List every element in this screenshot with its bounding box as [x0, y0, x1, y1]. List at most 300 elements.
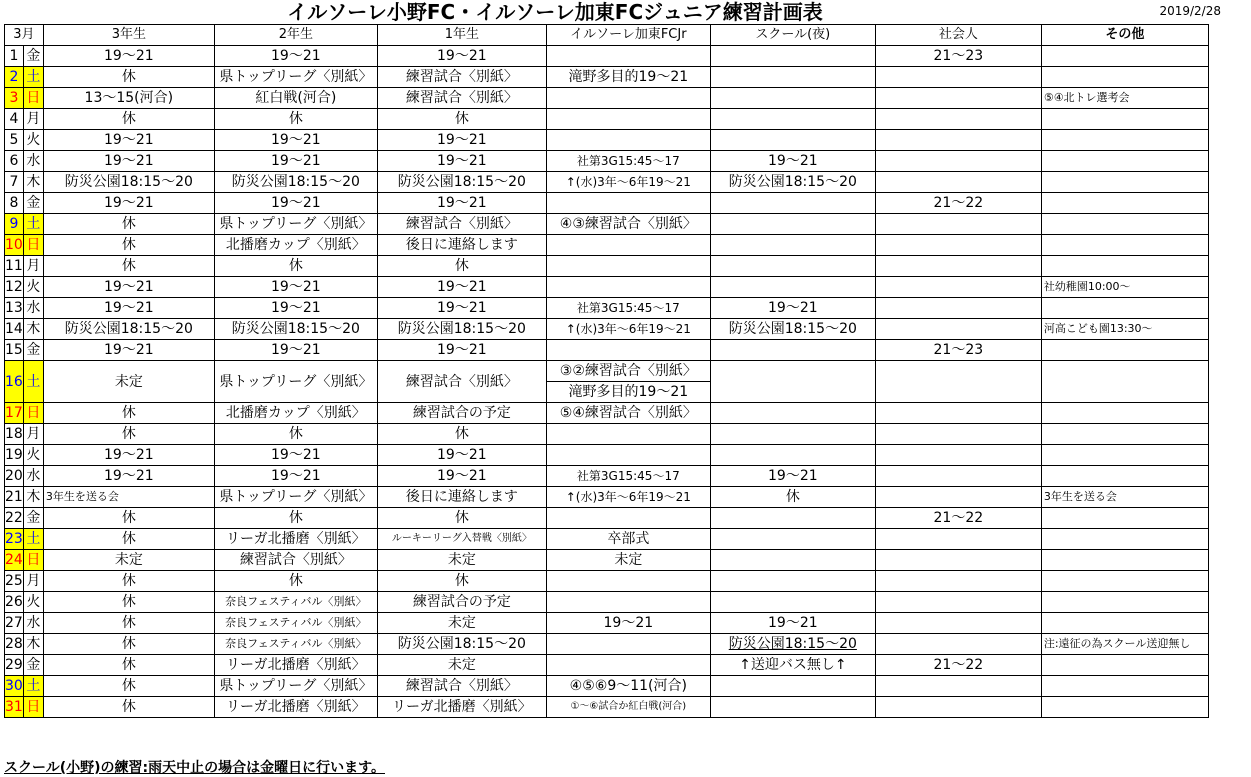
cell-school: [710, 697, 875, 718]
cell-kato: ④⑤⑥9～11(河合): [546, 676, 710, 697]
cell-adult: 21～22: [875, 655, 1041, 676]
cell-y1: 練習試合〈別紙〉: [377, 361, 546, 403]
header-kato: イルソーレ加東FCJr: [546, 25, 710, 46]
cell-y2: 休: [214, 256, 377, 277]
weekday: 木: [23, 634, 43, 655]
cell-y2: 19～21: [214, 193, 377, 214]
cell-other: [1041, 403, 1208, 424]
cell-adult: [875, 298, 1041, 319]
cell-y1: 休: [377, 256, 546, 277]
cell-other: [1041, 508, 1208, 529]
cell-y3: 防災公園18:15～20: [43, 319, 214, 340]
cell-kato: [546, 46, 710, 67]
cell-kato: [546, 655, 710, 676]
header-y1: 1年生: [377, 25, 546, 46]
cell-other: [1041, 109, 1208, 130]
day-number: 23: [5, 529, 24, 550]
table-row: [5, 109, 1209, 130]
day-number: 26: [5, 592, 24, 613]
table-row: [5, 508, 1209, 529]
weekday: 金: [23, 46, 43, 67]
cell-adult: [875, 172, 1041, 193]
cell-adult: [875, 487, 1041, 508]
header-y2: 2年生: [214, 25, 377, 46]
cell-school: [710, 88, 875, 109]
cell-kato: ↑(水)3年～6年19～21: [546, 319, 710, 340]
cell-y2: 奈良フェスティバル〈別紙〉: [214, 613, 377, 634]
cell-adult: [875, 403, 1041, 424]
weekday: 月: [23, 571, 43, 592]
day-number: 6: [5, 151, 24, 172]
cell-y3: 未定: [43, 361, 214, 403]
weekday: 火: [23, 445, 43, 466]
table-row: [5, 466, 1209, 487]
cell-school: [710, 403, 875, 424]
table-row: [5, 445, 1209, 466]
cell-kato: [546, 340, 710, 361]
cell-y2: 休: [214, 424, 377, 445]
day-number: 22: [5, 508, 24, 529]
header-school: スクール(夜): [710, 25, 875, 46]
cell-y1: 19～21: [377, 151, 546, 172]
cell-other: [1041, 529, 1208, 550]
cell-school: 休: [710, 487, 875, 508]
table-row: [5, 550, 1209, 571]
cell-y1: リーガ北播磨〈別紙〉: [377, 697, 546, 718]
cell-other: [1041, 361, 1208, 403]
header-month: 3月: [5, 25, 44, 46]
cell-y2: 奈良フェスティバル〈別紙〉: [214, 592, 377, 613]
table-row: [5, 697, 1209, 718]
cell-adult: [875, 67, 1041, 88]
weekday: 日: [23, 235, 43, 256]
cell-y3: 19～21: [43, 466, 214, 487]
weekday: 日: [23, 697, 43, 718]
day-number: 1: [5, 46, 24, 67]
cell-kato: 社第3G15:45～17: [546, 151, 710, 172]
day-number: 14: [5, 319, 24, 340]
cell-y1: 練習試合の予定: [377, 592, 546, 613]
table-row: [5, 46, 1209, 67]
table-row: [5, 676, 1209, 697]
day-number: 15: [5, 340, 24, 361]
weekday: 日: [23, 88, 43, 109]
cell-y1: 練習試合〈別紙〉: [377, 67, 546, 88]
cell-kato: [546, 445, 710, 466]
table-row: [5, 319, 1209, 340]
cell-adult: [875, 151, 1041, 172]
cell-other: [1041, 697, 1208, 718]
table-row: [5, 172, 1209, 193]
header-adult: 社会人: [875, 25, 1041, 46]
cell-school: 19～21: [710, 151, 875, 172]
weekday: 土: [23, 67, 43, 88]
cell-y1: 練習試合〈別紙〉: [377, 88, 546, 109]
table-row: [5, 634, 1209, 655]
table-row: [5, 151, 1209, 172]
weekday: 日: [23, 403, 43, 424]
weekday: 金: [23, 508, 43, 529]
cell-kato: [546, 592, 710, 613]
cell-other: [1041, 46, 1208, 67]
cell-kato: ↑(水)3年～6年19～21: [546, 487, 710, 508]
weekday: 水: [23, 466, 43, 487]
cell-kato: [546, 88, 710, 109]
cell-y1: 19～21: [377, 277, 546, 298]
table-row: [5, 193, 1209, 214]
cell-kato: [546, 235, 710, 256]
cell-school: [710, 235, 875, 256]
cell-adult: [875, 613, 1041, 634]
cell-y3: 休: [43, 235, 214, 256]
cell-y1: 防災公園18:15～20: [377, 319, 546, 340]
cell-y1: 19～21: [377, 298, 546, 319]
cell-y1: 練習試合〈別紙〉: [377, 676, 546, 697]
cell-school: [710, 46, 875, 67]
weekday: 火: [23, 277, 43, 298]
header-row: [5, 25, 1209, 46]
cell-y2: 練習試合〈別紙〉: [214, 550, 377, 571]
cell-other: [1041, 592, 1208, 613]
cell-school: 防災公園18:15～20: [710, 319, 875, 340]
cell-kato: [546, 193, 710, 214]
weekday: 水: [23, 151, 43, 172]
day-number: 25: [5, 571, 24, 592]
cell-y1: 19～21: [377, 466, 546, 487]
cell-y3: 休: [43, 676, 214, 697]
table-row: [5, 487, 1209, 508]
cell-school: 防災公園18:15～20: [710, 634, 875, 655]
cell-y2: 防災公園18:15～20: [214, 319, 377, 340]
day-number: 5: [5, 130, 24, 151]
cell-y1: 後日に連絡します: [377, 487, 546, 508]
cell-y3: 13～15(河合): [43, 88, 214, 109]
cell-y3: 休: [43, 634, 214, 655]
table-row: [5, 277, 1209, 298]
cell-y2: 県トップリーグ〈別紙〉: [214, 487, 377, 508]
table-row: [5, 235, 1209, 256]
cell-y2: 県トップリーグ〈別紙〉: [214, 67, 377, 88]
cell-y3: 防災公園18:15～20: [43, 172, 214, 193]
cell-y2: 北播磨カップ〈別紙〉: [214, 235, 377, 256]
table-row: [5, 340, 1209, 361]
cell-y1: 19～21: [377, 340, 546, 361]
cell-school: [710, 676, 875, 697]
cell-y3: 休: [43, 67, 214, 88]
cell-y2: 19～21: [214, 151, 377, 172]
day-number: 13: [5, 298, 24, 319]
weekday: 火: [23, 130, 43, 151]
table-row: [5, 655, 1209, 676]
day-number: 2: [5, 67, 24, 88]
cell-y2: 19～21: [214, 340, 377, 361]
weekday: 木: [23, 319, 43, 340]
cell-y3: 3年生を送る会: [43, 487, 214, 508]
table-row: [5, 214, 1209, 235]
weekday: 日: [23, 550, 43, 571]
cell-school: [710, 424, 875, 445]
schedule-table: [4, 24, 1209, 718]
cell-y1: 休: [377, 109, 546, 130]
day-number: 10: [5, 235, 24, 256]
cell-kato: ⑤④練習試合〈別紙〉: [546, 403, 710, 424]
day-number: 7: [5, 172, 24, 193]
cell-school: [710, 571, 875, 592]
cell-y2: 休: [214, 109, 377, 130]
cell-other: [1041, 550, 1208, 571]
cell-y3: 休: [43, 592, 214, 613]
cell-y3: 休: [43, 109, 214, 130]
cell-school: [710, 529, 875, 550]
cell-other: [1041, 424, 1208, 445]
weekday: 水: [23, 298, 43, 319]
weekday: 土: [23, 529, 43, 550]
cell-y3: 休: [43, 424, 214, 445]
table-row: [5, 571, 1209, 592]
cell-y3: 休: [43, 697, 214, 718]
header-other: その他: [1041, 25, 1208, 46]
cell-adult: 21～22: [875, 193, 1041, 214]
day-number: 3: [5, 88, 24, 109]
cell-kato: [546, 571, 710, 592]
cell-y2: 19～21: [214, 298, 377, 319]
weekday: 土: [23, 214, 43, 235]
cell-school: ↑送迎バス無し↑: [710, 655, 875, 676]
table-row: [5, 592, 1209, 613]
day-number: 21: [5, 487, 24, 508]
table-row: [5, 529, 1209, 550]
cell-adult: [875, 445, 1041, 466]
cell-y2: リーガ北播磨〈別紙〉: [214, 697, 377, 718]
cell-kato: ①～⑥試合か紅白戦(河合): [546, 697, 710, 718]
cell-other: [1041, 340, 1208, 361]
cell-kato: [546, 256, 710, 277]
cell-school: [710, 109, 875, 130]
day-number: 19: [5, 445, 24, 466]
cell-y3: 19～21: [43, 445, 214, 466]
table-row: [5, 403, 1209, 424]
cell-school: [710, 214, 875, 235]
cell-y3: 19～21: [43, 340, 214, 361]
cell-kato: [546, 130, 710, 151]
cell-adult: [875, 214, 1041, 235]
cell-y1: ルーキーリーグ入替戦〈別紙〉: [377, 529, 546, 550]
cell-other: ⑤④北トレ選考会: [1041, 88, 1208, 109]
cell-adult: [875, 256, 1041, 277]
cell-other: [1041, 256, 1208, 277]
cell-school: 19～21: [710, 466, 875, 487]
cell-y2: 県トップリーグ〈別紙〉: [214, 361, 377, 403]
cell-y2: 休: [214, 571, 377, 592]
table-row: [5, 67, 1209, 88]
cell-y3: 19～21: [43, 277, 214, 298]
cell-y1: 練習試合〈別紙〉: [377, 214, 546, 235]
weekday: 月: [23, 256, 43, 277]
footer-note: スクール(小野)の練習:雨天中止の場合は金曜日に行います。: [4, 760, 385, 776]
cell-school: [710, 340, 875, 361]
cell-adult: [875, 130, 1041, 151]
cell-kato: 社第3G15:45～17: [546, 466, 710, 487]
cell-y3: 19～21: [43, 151, 214, 172]
cell-y1: 休: [377, 571, 546, 592]
cell-other: [1041, 445, 1208, 466]
day-number: 28: [5, 634, 24, 655]
cell-other: 3年生を送る会: [1041, 487, 1208, 508]
cell-kato: 社第3G15:45～17: [546, 298, 710, 319]
cell-kato: [546, 424, 710, 445]
weekday: 月: [23, 424, 43, 445]
cell-other: [1041, 130, 1208, 151]
cell-school: [710, 256, 875, 277]
cell-adult: [875, 235, 1041, 256]
cell-school: [710, 361, 875, 403]
cell-y2: 休: [214, 508, 377, 529]
day-number: 16: [5, 361, 24, 403]
cell-adult: [875, 634, 1041, 655]
cell-y1: 休: [377, 424, 546, 445]
cell-adult: [875, 592, 1041, 613]
table-row: [5, 256, 1209, 277]
cell-adult: [875, 319, 1041, 340]
cell-y3: 休: [43, 256, 214, 277]
cell-adult: [875, 361, 1041, 403]
cell-y3: 19～21: [43, 298, 214, 319]
cell-other: [1041, 151, 1208, 172]
weekday: 金: [23, 655, 43, 676]
table-row: [5, 613, 1209, 634]
cell-kato: [546, 634, 710, 655]
day-number: 9: [5, 214, 24, 235]
cell-school: [710, 592, 875, 613]
cell-adult: [875, 466, 1041, 487]
day-number: 12: [5, 277, 24, 298]
cell-y3: 19～21: [43, 46, 214, 67]
day-number: 8: [5, 193, 24, 214]
cell-y1: 19～21: [377, 46, 546, 67]
cell-kato: [546, 109, 710, 130]
day-number: 17: [5, 403, 24, 424]
cell-other: 注:遠征の為スクール送迎無し: [1041, 634, 1208, 655]
cell-other: [1041, 235, 1208, 256]
cell-y1: 19～21: [377, 445, 546, 466]
day-number: 27: [5, 613, 24, 634]
cell-y2: 県トップリーグ〈別紙〉: [214, 214, 377, 235]
cell-school: [710, 550, 875, 571]
cell-adult: 21～22: [875, 508, 1041, 529]
cell-y1: 練習試合の予定: [377, 403, 546, 424]
cell-y1: 19～21: [377, 193, 546, 214]
cell-y3: 休: [43, 613, 214, 634]
cell-y3: 休: [43, 571, 214, 592]
cell-adult: [875, 571, 1041, 592]
cell-school: [710, 277, 875, 298]
cell-school: 防災公園18:15～20: [710, 172, 875, 193]
cell-other: 社幼稚園10:00～: [1041, 277, 1208, 298]
cell-school: [710, 193, 875, 214]
cell-kato: 未定: [546, 550, 710, 571]
cell-y3: 未定: [43, 550, 214, 571]
cell-other: [1041, 172, 1208, 193]
cell-y1: 19～21: [377, 130, 546, 151]
cell-kato: [546, 277, 710, 298]
cell-school: 19～21: [710, 613, 875, 634]
cell-y2: 19～21: [214, 130, 377, 151]
table-row: [5, 424, 1209, 445]
day-number: 30: [5, 676, 24, 697]
cell-other: [1041, 67, 1208, 88]
cell-y2: 北播磨カップ〈別紙〉: [214, 403, 377, 424]
cell-y3: 19～21: [43, 130, 214, 151]
cell-school: [710, 508, 875, 529]
cell-adult: [875, 676, 1041, 697]
day-number: 29: [5, 655, 24, 676]
cell-kato: ④③練習試合〈別紙〉: [546, 214, 710, 235]
table-row: [5, 130, 1209, 151]
day-number: 4: [5, 109, 24, 130]
cell-y1: 未定: [377, 655, 546, 676]
cell-other: [1041, 298, 1208, 319]
cell-kato: ↑(水)3年～6年19～21: [546, 172, 710, 193]
table-row: [5, 298, 1209, 319]
cell-other: [1041, 466, 1208, 487]
cell-y3: 休: [43, 508, 214, 529]
cell-other: [1041, 214, 1208, 235]
cell-y2: 19～21: [214, 466, 377, 487]
weekday: 木: [23, 487, 43, 508]
day-number: 18: [5, 424, 24, 445]
day-number: 31: [5, 697, 24, 718]
cell-y2: 県トップリーグ〈別紙〉: [214, 676, 377, 697]
cell-school: [710, 130, 875, 151]
cell-other: [1041, 676, 1208, 697]
cell-adult: [875, 277, 1041, 298]
cell-y3: 休: [43, 403, 214, 424]
cell-other: 河高こども園13:30～: [1041, 319, 1208, 340]
cell-kato: 滝野多目的19～21: [546, 67, 710, 88]
cell-other: [1041, 193, 1208, 214]
cell-school: 19～21: [710, 298, 875, 319]
table-row: [5, 88, 1209, 109]
cell-y2: 19～21: [214, 445, 377, 466]
cell-y3: 休: [43, 529, 214, 550]
cell-kato: ③②練習試合〈別紙〉: [546, 361, 710, 382]
cell-school: [710, 67, 875, 88]
sheet-date: 2019/2/28: [1159, 4, 1221, 18]
cell-y1: 防災公園18:15～20: [377, 172, 546, 193]
cell-adult: [875, 529, 1041, 550]
cell-adult: [875, 109, 1041, 130]
day-number: 24: [5, 550, 24, 571]
cell-y1: 未定: [377, 613, 546, 634]
cell-other: [1041, 655, 1208, 676]
table-row: [5, 361, 1209, 382]
cell-kato: [546, 508, 710, 529]
cell-y2: リーガ北播磨〈別紙〉: [214, 529, 377, 550]
cell-y3: 19～21: [43, 193, 214, 214]
cell-y3: 休: [43, 214, 214, 235]
cell-y2: リーガ北播磨〈別紙〉: [214, 655, 377, 676]
cell-y2: 紅白戦(河合): [214, 88, 377, 109]
cell-other: [1041, 613, 1208, 634]
cell-y2: 19～21: [214, 46, 377, 67]
cell-y1: 防災公園18:15～20: [377, 634, 546, 655]
weekday: 木: [23, 172, 43, 193]
weekday: 金: [23, 193, 43, 214]
cell-adult: 21～23: [875, 340, 1041, 361]
weekday: 水: [23, 613, 43, 634]
weekday: 月: [23, 109, 43, 130]
cell-y1: 休: [377, 508, 546, 529]
